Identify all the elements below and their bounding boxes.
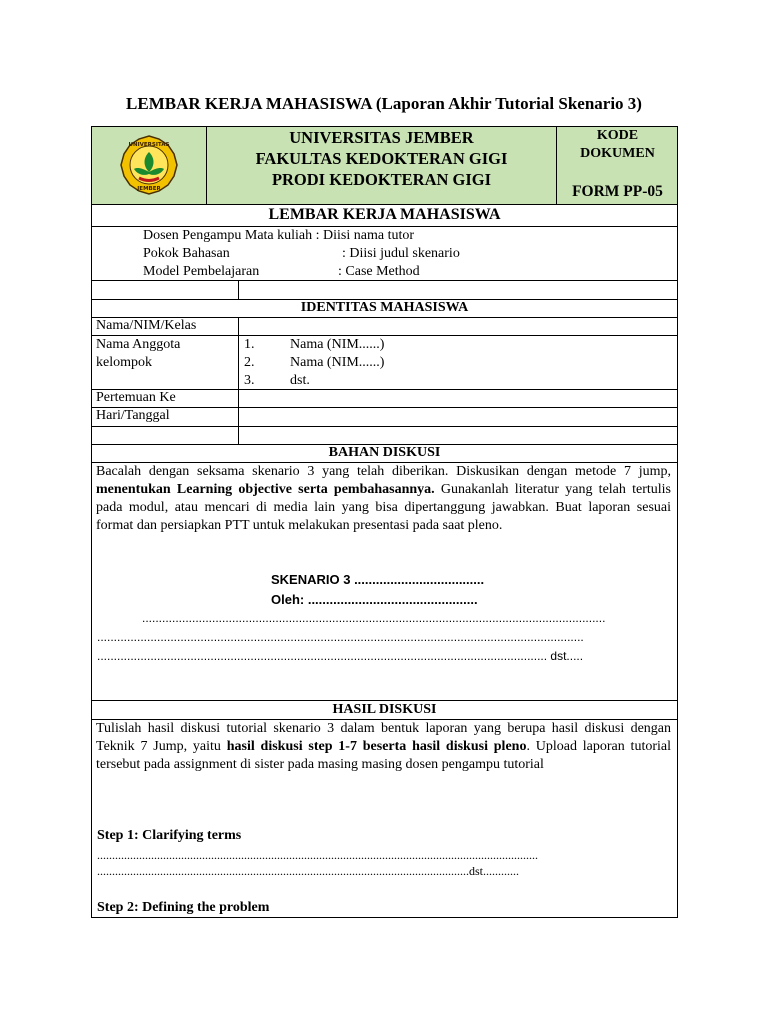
member-item [244, 354, 674, 372]
institution-heading [207, 127, 556, 190]
skenario-line: SKENARIO 3 .................................... [271, 572, 485, 587]
step1-heading: Step 1: Clarifying terms [97, 828, 242, 843]
member-item [244, 372, 674, 390]
bahan-paragraph [96, 463, 671, 535]
pertemuan-label: Pertemuan Ke [96, 390, 176, 405]
nama-nim-kelas-field[interactable] [239, 318, 677, 335]
member-name: Nama (NIM......) [290, 337, 385, 352]
oleh-line: Oleh: ............................................... [271, 592, 478, 607]
hari-tanggal-field[interactable] [239, 408, 677, 425]
member-list [244, 336, 674, 390]
university-logo [118, 134, 180, 196]
member-number: 1. [244, 337, 255, 352]
pokok-label: Pokok Bahasan [143, 246, 230, 261]
anggota-label-line1: Nama Anggota [96, 337, 181, 352]
identitas-title: IDENTITAS MAHASISWA [300, 300, 469, 315]
course-info [143, 227, 643, 281]
dotted-line: ........................................................................................................................................... [142, 611, 606, 625]
svg-text:UNIVERSITAS: UNIVERSITAS [128, 142, 170, 148]
kode-dokumen [557, 127, 678, 163]
dotted-line-dst: ....................................................................................................................................... dst..... [97, 649, 584, 663]
university-name: UNIVERSITAS JEMBER [289, 128, 474, 147]
hari-tanggal-label: Hari/Tanggal [96, 408, 170, 423]
dotted-line: .................................................................................................................................................. [97, 630, 584, 644]
bahan-title: BAHAN DISKUSI [328, 445, 441, 460]
dotted-line-dst: ............................................................................................................................dst............ [97, 864, 520, 878]
pokok-value: : Diisi judul skenario [342, 246, 460, 261]
pertemuan-field[interactable] [239, 390, 677, 407]
bahan-bold-text: menentukan Learning objective serta pembahasannya. [96, 482, 435, 497]
bahan-text: Bacalah dengan seksama skenario 3 yang telah diberikan. Diskusikan dengan metode 7 jump, [96, 464, 671, 479]
dokumen-label: DOKUMEN [580, 146, 655, 161]
kode-label: KODE [596, 128, 639, 143]
model-value: : Case Method [338, 264, 420, 279]
bahan-text-cont: Gunakanlah literatur yang telah tertulis pada modul, atau mencari di media lain yang bisa dipertanggung jawabkan. Buat laporan sesuai format dan persiapkan PTT untuk melakukan presentasi pada saat pleno. [96, 482, 671, 533]
faculty-name: FAKULTAS KEDOKTERAN GIGI [255, 149, 508, 168]
member-number: 2. [244, 355, 255, 370]
hasil-title: HASIL DISKUSI [332, 702, 437, 717]
member-number: 3. [244, 373, 255, 388]
hasil-bold-text: hasil diskusi step 1-7 beserta hasil diskusi pleno [226, 739, 527, 754]
hasil-text-cont: . Upload laporan tutorial tersebut pada assignment di sister pada masing masing dosen pengampu tutorial [96, 739, 671, 772]
model-label: Model Pembelajaran [143, 264, 260, 279]
dosen-line: Dosen Pengampu Mata kuliah : Diisi nama tutor [143, 228, 415, 243]
worksheet-title: LEMBAR KERJA MAHASISWA [268, 206, 501, 223]
anggota-label [96, 336, 180, 372]
dotted-line: ................................................................................................................................................... [97, 848, 538, 862]
member-item [244, 336, 674, 354]
document-title: LEMBAR KERJA MAHASISWA (Laporan Akhir Tutorial Skenario 3) [126, 94, 642, 113]
step2-heading: Step 2: Defining the problem [97, 900, 270, 915]
hasil-text: Tulislah hasil diskusi tutorial skenario 3 dalam bentuk laporan yang berupa hasil diskusi dengan Teknik 7 Jump, yaitu [96, 721, 671, 754]
member-name: dst. [290, 373, 310, 388]
program-name: PRODI KEDOKTERAN GIGI [271, 170, 492, 189]
nama-nim-kelas-label: Nama/NIM/Kelas [96, 318, 197, 333]
anggota-label-line2: kelompok [96, 355, 152, 370]
form-code: FORM PP-05 [572, 183, 663, 200]
member-name: Nama (NIM......) [290, 355, 385, 370]
svg-text:JEMBER: JEMBER [137, 186, 161, 192]
hasil-paragraph [96, 720, 671, 774]
